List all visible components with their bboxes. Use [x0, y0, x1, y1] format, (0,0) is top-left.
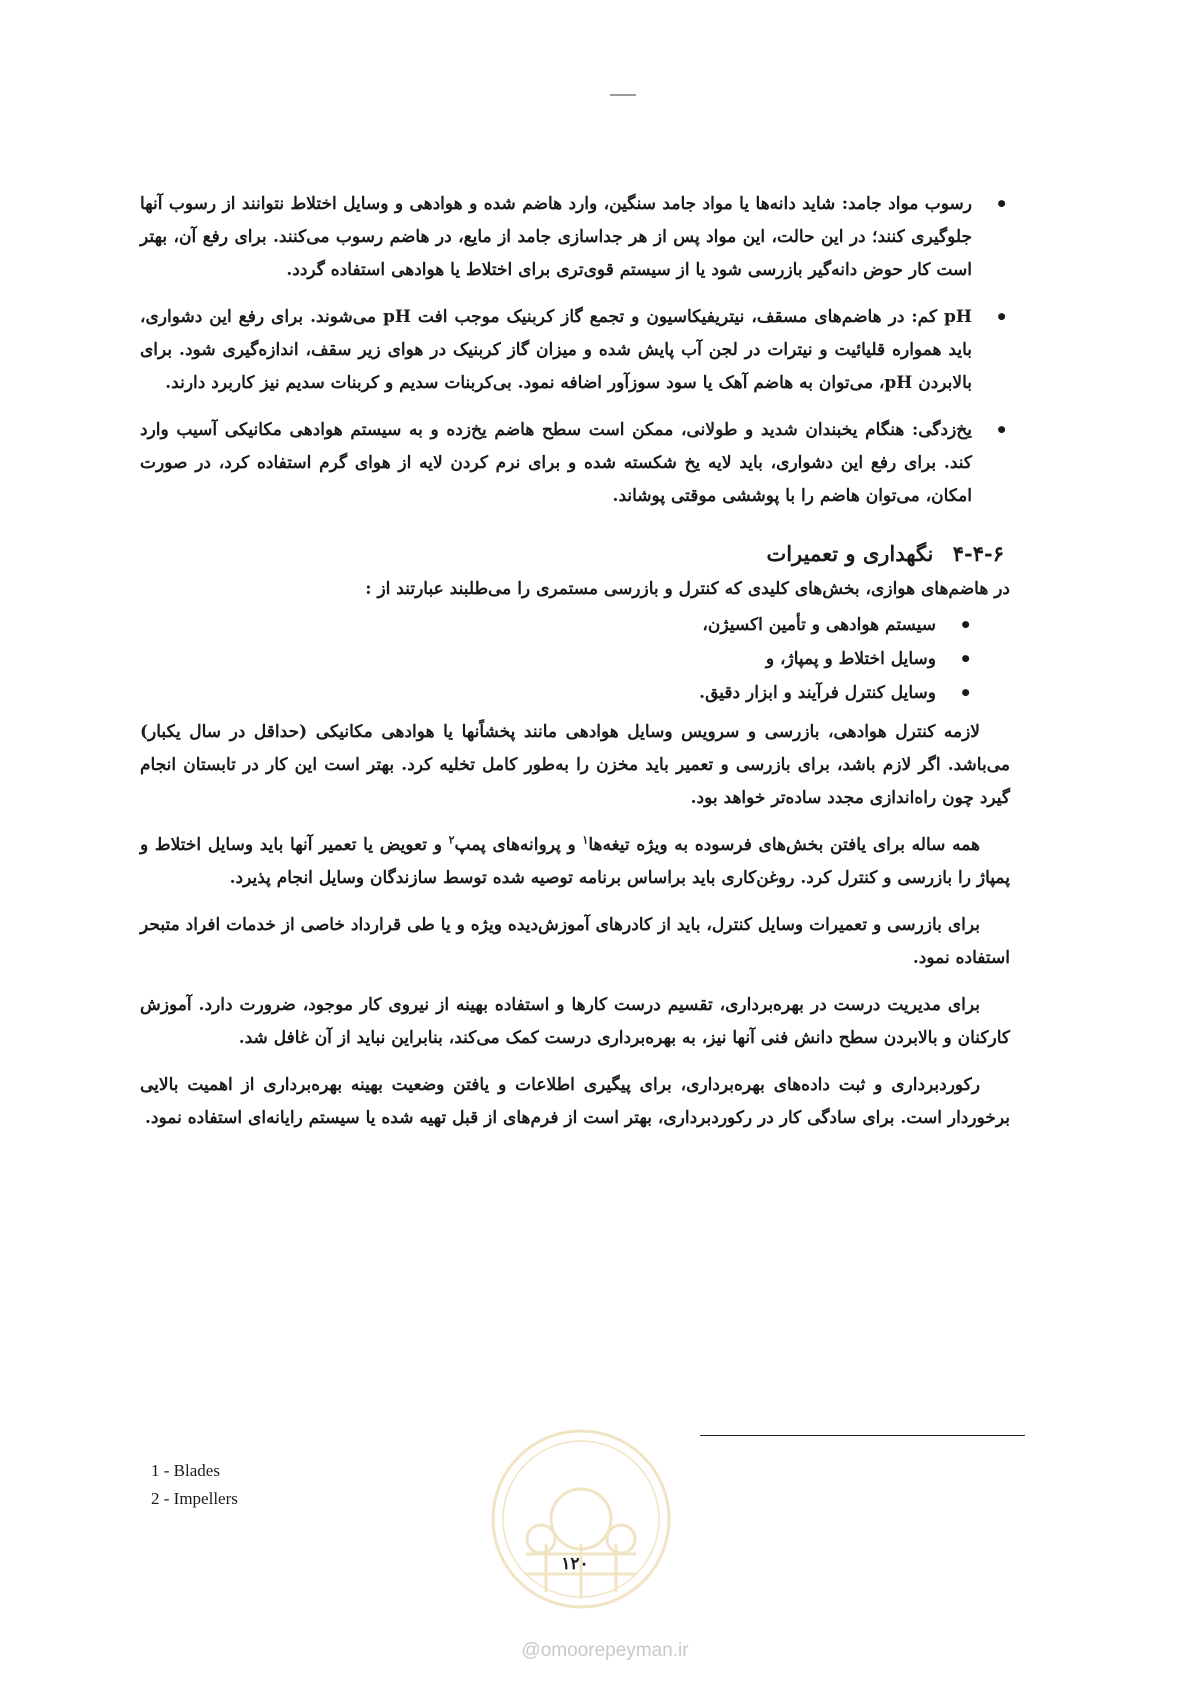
- footnote-item: 1 - Blades: [151, 1461, 220, 1480]
- watermark-seal-logo: [486, 1424, 676, 1614]
- paragraph-management: برای مدیریت درست در بهره‌برداری، تقسیم درست کارها و استفاده بهینه از نیروی کار موجود، ضرورت دارد. آموزش کارکنان و بالابردن سطح دانش فنی آنها نیز، به بهره‌برداری درست کمک می‌کند، بنابراین نباید از آن غافل شد.: [140, 995, 1010, 1048]
- page-number: ۱۲۰: [561, 1554, 589, 1574]
- list-item: [140, 676, 1010, 710]
- list-item-text: pH کم: در هاضم‌های مسقف، نیتریفیکاسیون و تجمع گاز کربنیک موجب افت pH می‌شوند. برای رفع این دشواری، باید همواره قلیائیت و نیترات در لجن آب پایش شده و میزان گاز کربنیک در هوای زیر سقف، اندازه‌گیری شود. برای بالابردن pH، می‌توان به هاضم آهک یا سود سوزآور اضافه نمود. بی‌کربنات سدیم و کربنات سدیم نیز کاربرد دارند.: [140, 307, 972, 393]
- top-page-mark: [610, 94, 636, 96]
- intro-paragraph: در هاضم‌های هوازی، بخش‌های کلیدی که کنترل و بازرسی مستمری را می‌طلبند عبارتند از :: [365, 579, 1010, 599]
- paragraph-text: همه ساله برای یافتن بخش‌های فرسوده به ویژه تیغه‌ها: [588, 835, 980, 855]
- paragraph-records: رکوردبرداری و ثبت داده‌های بهره‌برداری، برای پیگیری اطلاعات و یافتن وضعیت بهینه بهره‌برداری از اهمیت بالایی برخوردار است. برای سادگی کار در رکوردبرداری، بهتر است از فرم‌های از قبل تهیه شده یا سیستم رایانه‌ای استفاده نمود.: [140, 1075, 1010, 1128]
- list-item-text: یخ‌زدگی: هنگام یخبندان شدید و طولانی، ممکن است سطح هاضم یخ‌زده و به سیستم هوادهی مکانیکی آسیب وارد کند. برای رفع این دشواری، باید لایه یخ شکسته شده و برای نرم کردن لایه از هوای گرم استفاده کرد، در صورت امکان، می‌توان هاضم را با پوششی موقتی پوشاند.: [140, 420, 972, 506]
- footnotes: [151, 1457, 238, 1513]
- list-item-text: سیستم هوادهی و تأمین اکسیژن،: [702, 615, 936, 635]
- key-parts-bullet-list: [140, 608, 1010, 710]
- bullet-icon: •: [959, 647, 972, 671]
- footnote-ref[interactable]: ۲: [448, 833, 455, 847]
- bullet-icon: •: [995, 192, 1008, 216]
- footnote-ref[interactable]: ۱: [582, 833, 589, 847]
- section-title: نگهداری و تعمیرات: [766, 541, 934, 566]
- bullet-icon: •: [959, 681, 972, 705]
- bullet-icon: •: [995, 418, 1008, 442]
- list-item-text: وسایل کنترل فرآیند و ابزار دقیق.: [699, 683, 936, 703]
- page-body: [140, 188, 1010, 1149]
- paragraph-text: و تعویض یا تعمیر آنها باید وسایل اختلاط و پمپاژ را بازرسی و کنترل کرد. روغن‌کاری باید براساس برنامه توصیه شده توسط سازندگان وسایل انجام پذیرد.: [140, 835, 1010, 888]
- paragraph-text: و پروانه‌های پمپ: [454, 835, 583, 855]
- footnote-divider: [700, 1435, 1025, 1436]
- footnote-item: 2 - Impellers: [151, 1489, 238, 1508]
- paragraph-controls: برای بازرسی و تعمیرات وسایل کنترل، باید از کادرهای آموزش‌دیده ویژه و یا طی قرارداد خاصی از خدمات افراد متبحر استفاده نمود.: [140, 915, 1010, 968]
- list-item-text: وسایل اختلاط و پمپاژ، و: [765, 649, 936, 669]
- list-item: [140, 642, 1010, 676]
- bullet-icon: •: [995, 305, 1008, 329]
- list-item-text: رسوب مواد جامد: شاید دانه‌ها یا مواد جامد سنگین، وارد هاضم شده و هوادهی و وسایل اختلاط نتوانند از رسوب آنها جلوگیری کنند؛ در این حالت، این مواد پس از هر جداسازی جامد از مایع، در هاضم رسوب می‌کنند. برای رفع آن، بهتر است کار حوض دانه‌گیر بازرسی شود یا از سیستم قوی‌تری برای اختلاط یا هوادهی استفاده گردد.: [140, 194, 972, 280]
- section-heading: [140, 537, 1004, 571]
- list-item: [140, 414, 1010, 513]
- watermark-url: @omoorepeyman.ir: [521, 1640, 689, 1661]
- list-item: [140, 608, 1010, 642]
- list-item: [140, 301, 1010, 400]
- issues-bullet-list: [140, 188, 1010, 513]
- list-item: [140, 188, 1010, 287]
- paragraph-mixing: [140, 829, 1010, 895]
- section-number: ۴-۴-۶: [952, 541, 1004, 566]
- bullet-icon: •: [959, 613, 972, 637]
- paragraph-aeration: لازمه کنترل هوادهی، بازرسی و سرویس وسایل هوادهی مانند پخشاًنها یا هوادهی مکانیکی (حداقل در سال یکبار) می‌باشد. اگر لازم باشد، برای بازرسی و تعمیر باید مخزن را به‌طور کامل تخلیه کرد. بهتر است این کار در تابستان انجام گیرد چون راه‌اندازی مجدد ساده‌تر خواهد بود.: [140, 722, 1010, 808]
